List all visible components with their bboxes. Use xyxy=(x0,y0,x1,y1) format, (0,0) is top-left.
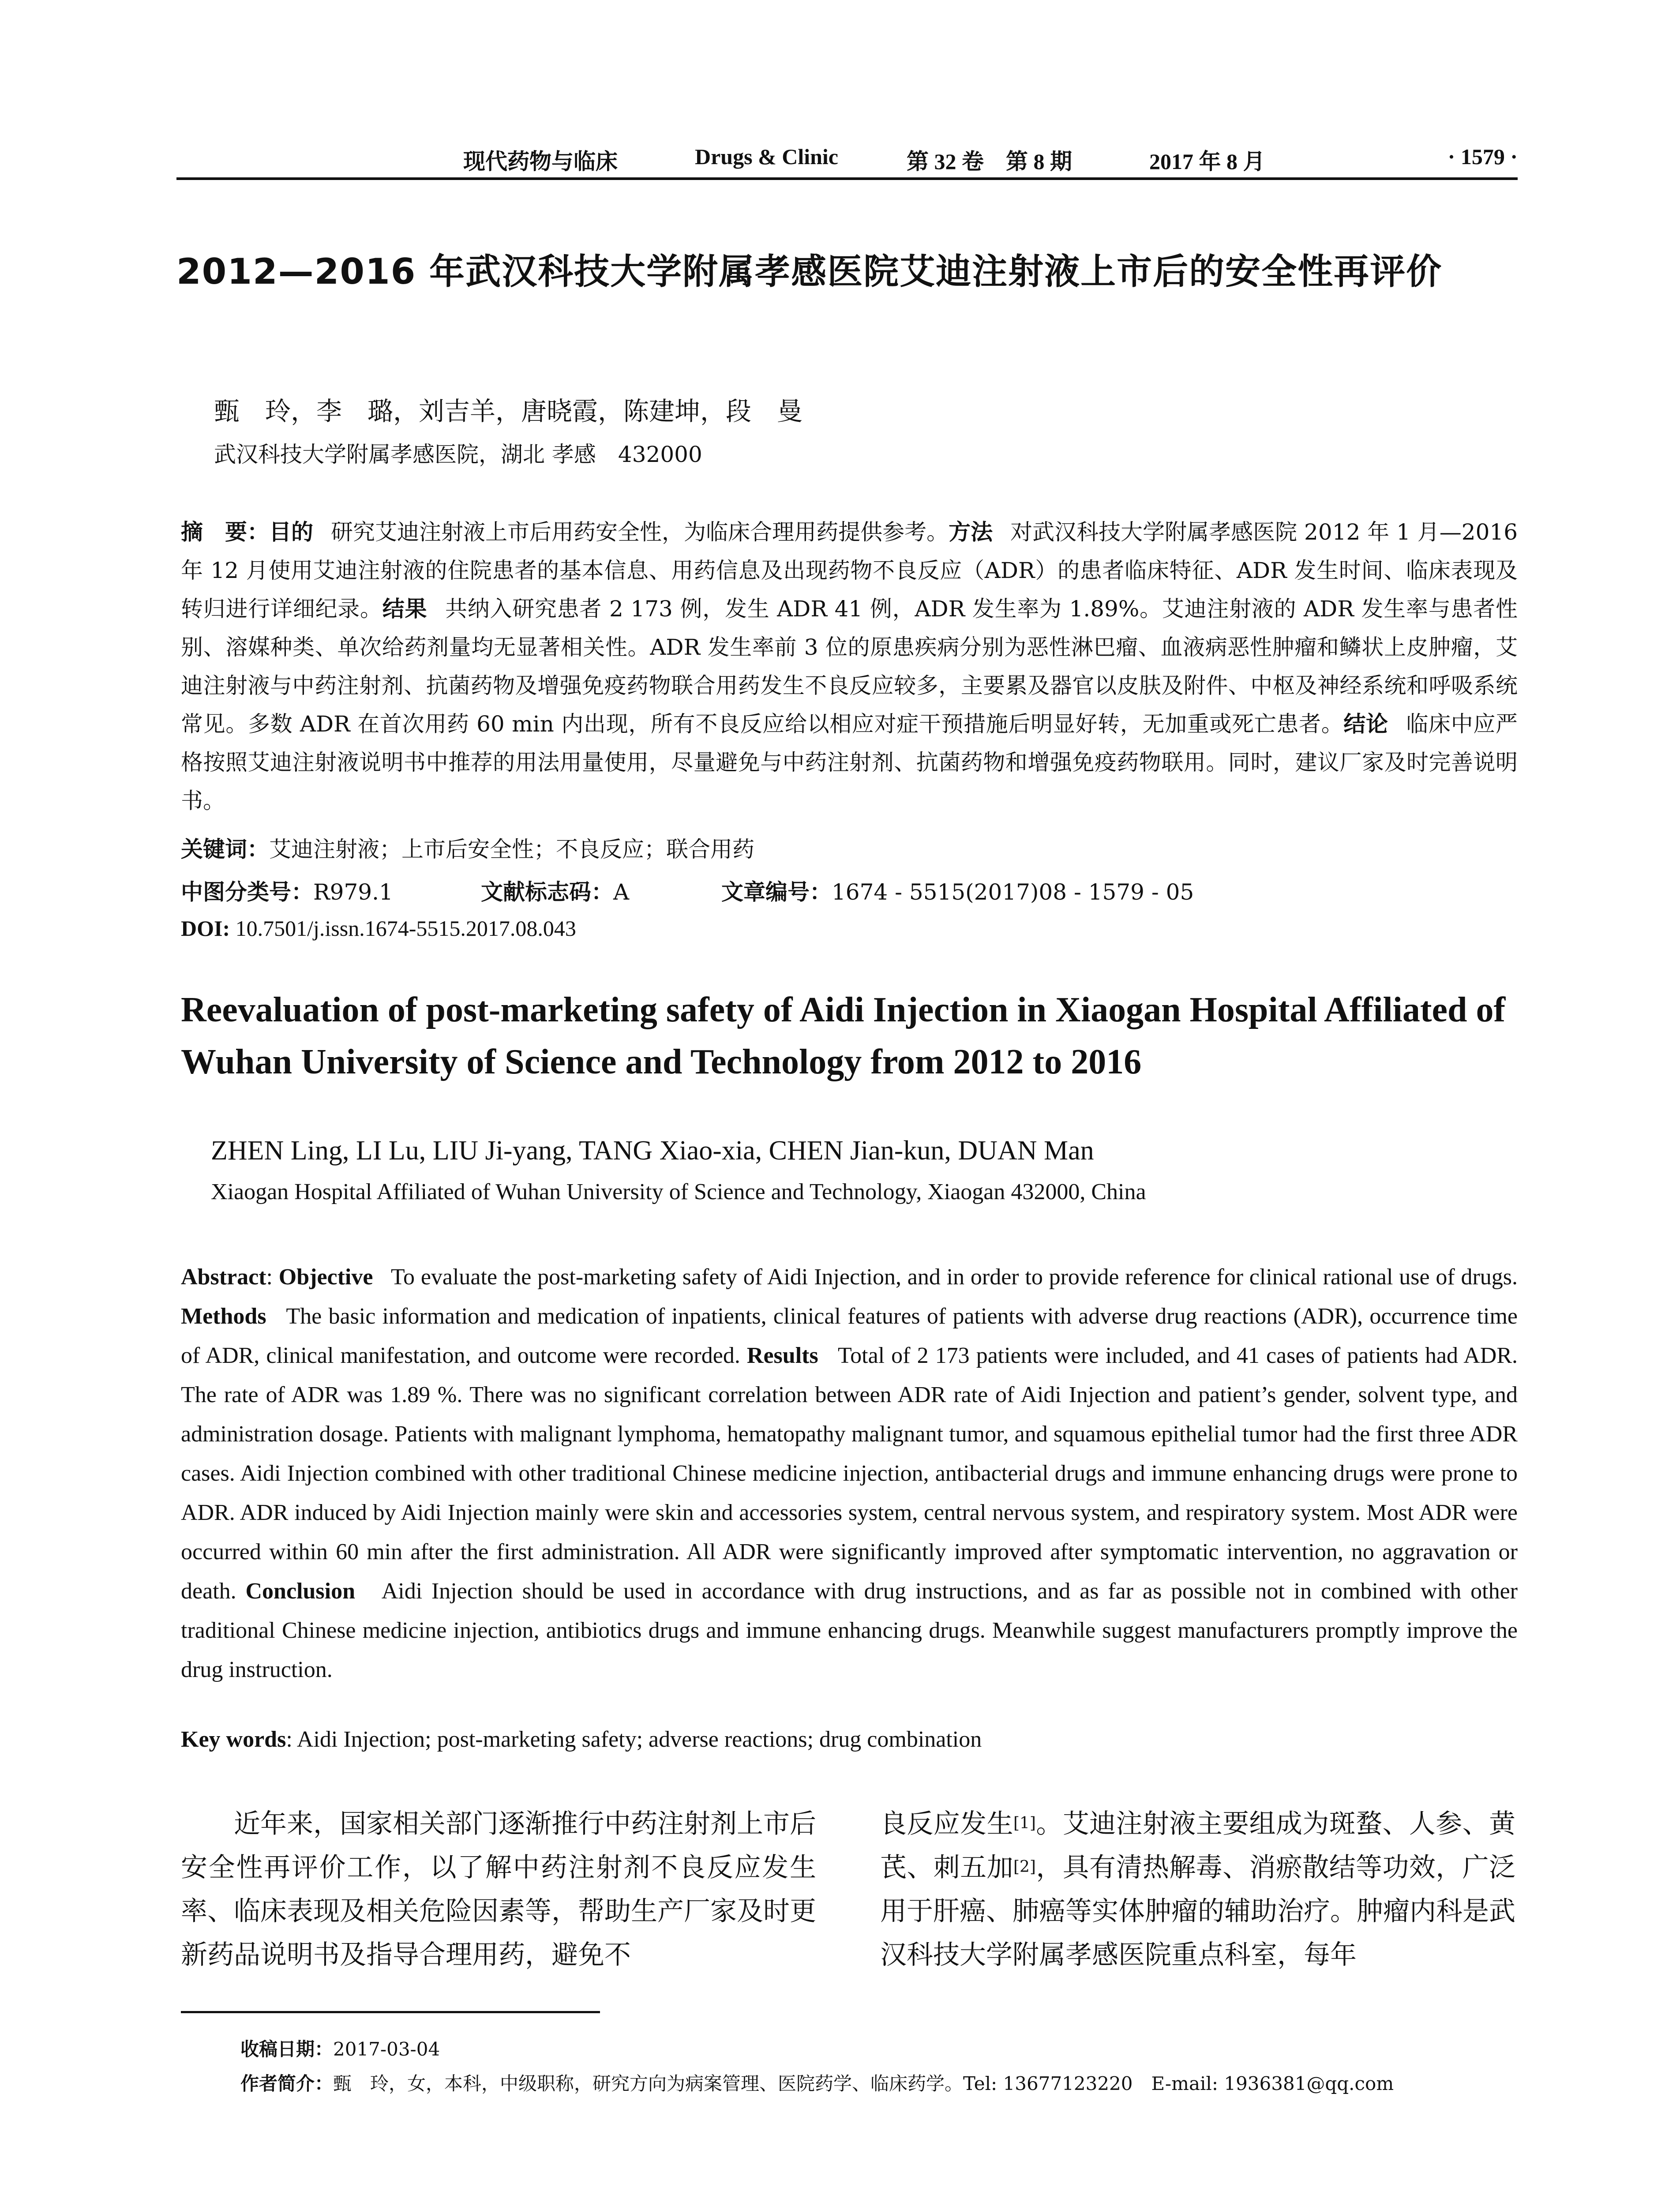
body-text-left-column: 近年来，国家相关部门逐渐推行中药注射剂上市后安全性再评价工作，以了解中药注射剂不良反应发生率、临床表现及相关危险因素等，帮助生产厂家及时更新药品说明书及指导合理用药，避免不 xyxy=(181,1808,816,1970)
objective-label-en: Objective xyxy=(278,1264,373,1290)
conclusion-label-cn: 结论 xyxy=(1343,711,1388,737)
author-bio-label: 作者简介： xyxy=(240,2073,334,2094)
methods-label-cn: 方法 xyxy=(949,519,993,545)
abstract-label-en: Abstract xyxy=(181,1264,266,1290)
results-text-cn: 共纳入研究患者 2 173 例，发生 ADR 41 例，ADR 发生率为 1.89%。艾迪注射液的 ADR 发生率与患者性别、溶媒种类、单次给药剂量均无显著相关性。ADR 发生率前 3 位的原患疾病分别为恶性淋巴瘤、血液病恶性肿瘤和鳞状上皮肿瘤，艾迪注射液与中药注射剂、抗菌药物及增强免疫药物联合用药发生不良反应较多，主要累及器官以皮肤及附件、中枢及神经系统和呼吸系统常见。多数 ADR 在首次用药 60 min 内出现，所有不良反应给以相应对症干预措施后明显好转，无加重或死亡患者。 xyxy=(181,596,1518,737)
citation-ref[interactable]: [2] xyxy=(1013,1858,1036,1876)
objective-text-en: To evaluate the post-marketing safety of Aidi Injection, and in order to provide reference for clinical rational use of drugs. xyxy=(390,1264,1518,1290)
body-text-right-column xyxy=(880,1802,1515,1977)
author-bio-text: 甄 玲，女，本科，中级职称，研究方向为病案管理、医院药学、临床药学。Tel: 13677123220 E-mail: 1936381@qq.com xyxy=(333,2073,1394,2094)
keywords-en xyxy=(181,1726,1518,1752)
classification-line xyxy=(181,874,1518,906)
received-label: 收稿日期： xyxy=(240,2038,334,2060)
article-number-label: 文章编号： xyxy=(721,879,832,905)
running-header xyxy=(176,140,1518,180)
results-label-cn: 结果 xyxy=(382,596,428,622)
keywords-label-cn: 关键词： xyxy=(181,837,269,862)
conclusion-text-en: Aidi Injection should be used in accordance with drug instructions, and as far as possible not in combined with other traditional Chinese medicine injection, antibiotics drugs and immune enhancing drugs. Meanwhile suggest manufacturers promptly improve the drug instruction. xyxy=(181,1579,1518,1682)
article-title-cn: 2012—2016 年武汉科技大学附属孝感医院艾迪注射液上市后的安全性再评价 xyxy=(176,251,1443,292)
keywords-text-en: : Aidi Injection; post-marketing safety; adverse reactions; drug combination xyxy=(286,1727,982,1752)
body-text: 。艾迪注射液主要组成为斑蝥、人参、黄芪、刺五加 xyxy=(880,1808,1516,1883)
received-date: 2017-03-04 xyxy=(333,2038,440,2060)
keywords-label-en: Key words xyxy=(181,1727,286,1752)
doi-line xyxy=(181,915,1518,941)
conclusion-label-en: Conclusion xyxy=(245,1579,355,1604)
keywords-text-cn: 艾迪注射液；上市后安全性；不良反应；联合用药 xyxy=(269,837,754,862)
issue-date: 2017 年 8 月 xyxy=(1149,149,1265,174)
footnote-author-bio xyxy=(240,2069,1394,2096)
body-text: 良反应发生 xyxy=(880,1808,1013,1839)
doi-label: DOI: xyxy=(181,916,230,941)
clc-label: 中图分类号： xyxy=(181,879,313,905)
results-text-en: Total of 2 173 patients were included, and 41 cases of patients had ADR. The rate of ADR was 1.89 %. There was no significant correlation between ADR rate of Aidi Injection and patient’s gender, solvent type, and administration dosage. Patients with malignant lymphoma, hematopathy malignant tumor, and squamous epithelial tumor had the first three ADR cases. Aidi Injection combined with other traditional Chinese medicine injection, antibacterial drugs and immune enhancing drugs were prone to ADR. ADR induced by Aidi Injection mainly were skin and accessories system, central nervous system, and respiratory system. Most ADR were occurred within 60 min after the first administration. All ADR were significantly improved after symptomatic intervention, no aggravation or death. xyxy=(181,1343,1518,1604)
doc-code-value: A xyxy=(613,879,630,905)
authors-en: ZHEN Ling, LI Lu, LIU Ji-yang, TANG Xiao-xia, CHEN Jian-kun, DUAN Man xyxy=(211,1136,1094,1166)
methods-text-cn: 对武汉科技大学附属孝感医院 2012 年 1 月—2016 年 12 月使用艾迪注射液的住院患者的基本信息、用药信息及出现药物不良反应（ADR）的患者临床特征、ADR 发生时间、临床表现及转归进行详细纪录。 xyxy=(181,519,1518,622)
abstract-en: Abstract: Objective To evaluate the post-marketing safety of Aidi Injection, and in order to provide reference for clinical rational use of drugs. Methods The basic information and medication of inpatients, clinical features of patients with adverse drug reactions (ADR), occurrence time of ADR, clinical manifestation, and outcome were recorded. Results Total of 2 173 patients were included, and 41 cases of patients had ADR. The rate of ADR was 1.89 %. There was no significant correlation between ADR rate of Aidi Injection and patient’s gender, solvent type, and administration dosage. Patients with malignant lymphoma, hematopathy malignant tumor, and squamous epithelial tumor had the first three ADR cases. Aidi Injection combined with other traditional Chinese medicine injection, antibacterial drugs and immune enhancing drugs were prone to ADR. ADR induced by Aidi Injection mainly were skin and accessories system, central nervous system, and respiratory system. Most ADR were occurred within 60 min after the first administration. All ADR were significantly improved after symptomatic intervention, no aggravation or death. Conclusion Aidi Injection should be used in accordance with drug instructions, and as far as possible not in combined with other traditional Chinese medicine injection, antibiotics drugs and immune enhancing drugs. Meanwhile suggest manufacturers promptly improve the drug instruction. xyxy=(181,1264,1518,1682)
objective-label-cn: 目的 xyxy=(269,519,314,545)
article-number-value: 1674 - 5515(2017)08 - 1579 - 05 xyxy=(832,879,1194,905)
methods-label-en: Methods xyxy=(181,1304,266,1329)
footnote-received-date xyxy=(240,2035,440,2061)
objective-text-cn: 研究艾迪注射液上市后用药安全性，为临床合理用药提供参考。 xyxy=(331,519,949,545)
footnote-divider xyxy=(181,2011,600,2013)
volume-issue: 第 32 卷 第 8 期 xyxy=(907,149,1072,174)
journal-name-en: Drugs & Clinic xyxy=(695,144,838,169)
keywords-cn xyxy=(181,832,1518,863)
doi-value[interactable]: 10.7501/j.issn.1674-5515.2017.08.043 xyxy=(235,916,576,941)
abstract-cn xyxy=(181,513,1518,820)
conclusion-text-cn: 临床中应严格按照艾迪注射液说明书中推荐的用法用量使用，尽量避免与中药注射剂、抗菌药物和增强免疫药物联用。同时，建议厂家及时完善说明书。 xyxy=(181,711,1518,814)
results-label-en: Results xyxy=(746,1343,818,1368)
journal-name-cn: 现代药物与临床 xyxy=(463,149,618,174)
citation-ref[interactable]: [1] xyxy=(1013,1814,1036,1832)
page-number: · 1579 · xyxy=(1448,144,1518,169)
affiliation-en: Xiaogan Hospital Affiliated of Wuhan University of Science and Technology, Xiaogan 432000, China xyxy=(211,1179,1146,1204)
article-title-en: Reevaluation of post-marketing safety of Aidi Injection in Xiaogan Hospital Affiliated of Wuhan University of Science and Technology from 2012 to 2016 xyxy=(181,990,1506,1081)
clc-value: R979.1 xyxy=(313,879,393,905)
affiliation-cn: 武汉科技大学附属孝感医院，湖北 孝感 432000 xyxy=(214,442,702,467)
abstract-label-cn: 摘 要： xyxy=(181,519,270,545)
doc-code-label: 文献标志码： xyxy=(481,879,613,905)
methods-text-en: The basic information and medication of inpatients, clinical features of patients with adverse drug reactions (ADR), occurrence time of ADR, clinical manifestation, and outcome were recorded. xyxy=(181,1304,1518,1368)
authors-cn: 甄 玲，李 璐，刘吉羊，唐晓霞，陈建坤，段 曼 xyxy=(214,396,803,426)
body-text: ，具有清热解毒、消瘀散结等功效，广泛用于肝癌、肺癌等实体肿瘤的辅助治疗。肿瘤内科是武汉科技大学附属孝感医院重点科室，每年 xyxy=(880,1852,1516,1970)
